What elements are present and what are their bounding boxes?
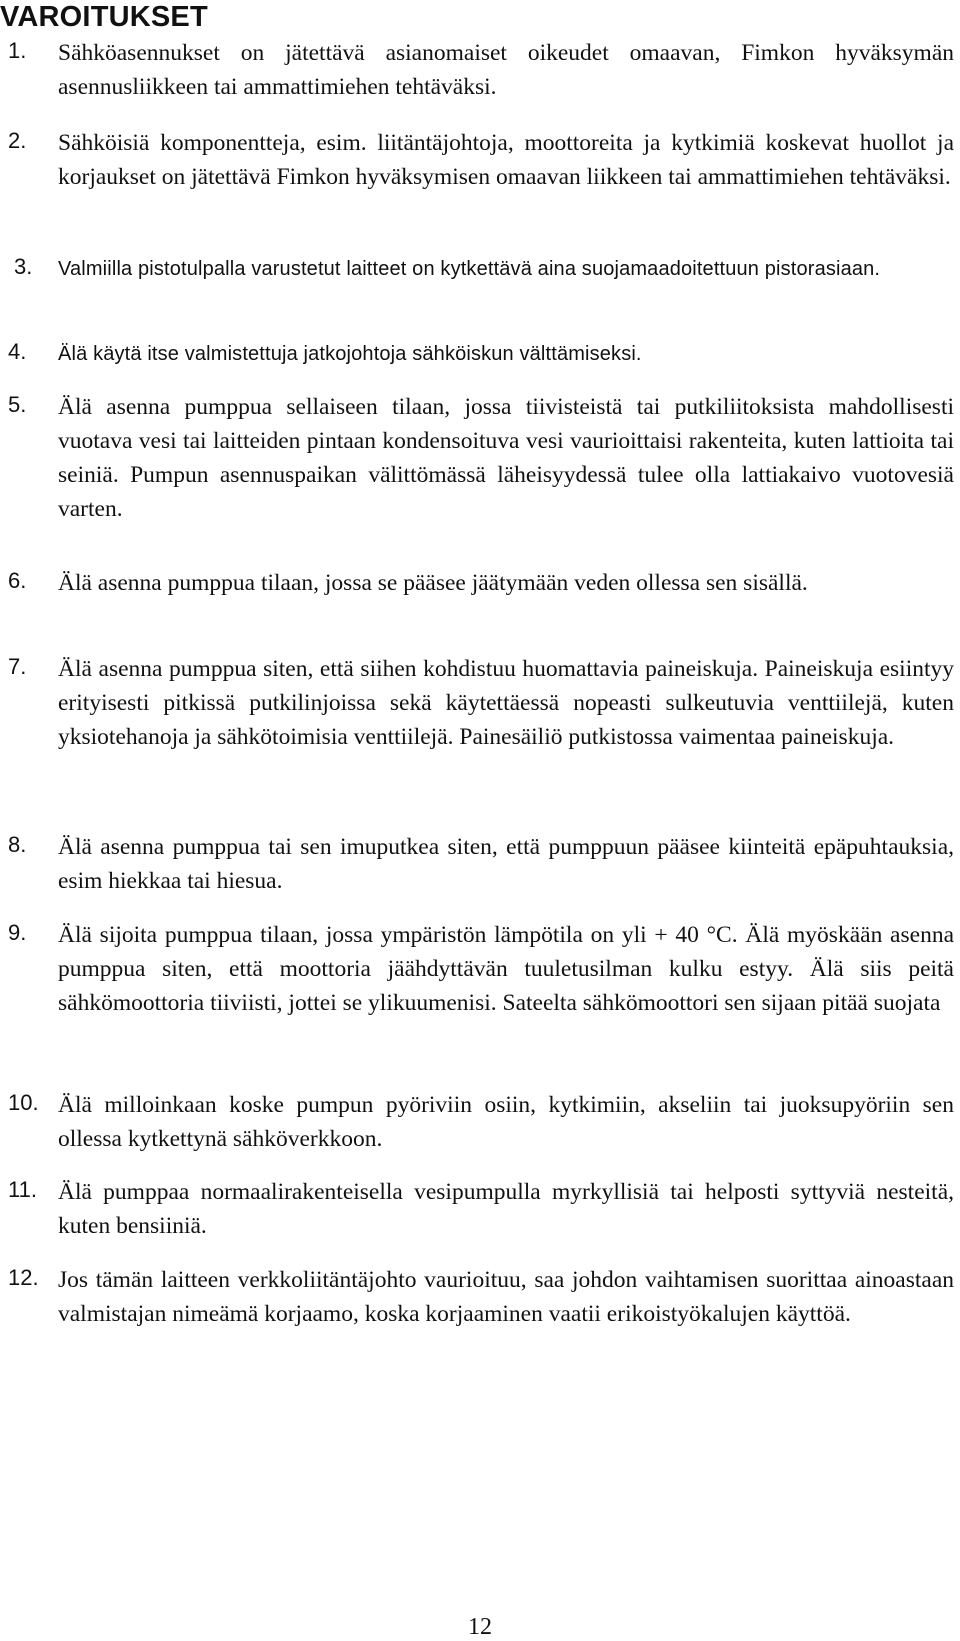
item-number: 10.	[8, 1090, 39, 1115]
item-text: Sähköisiä komponentteja, esim. liitäntäjohtoja, moottoreita ja kytkimiä koskevat huollot ja korjaukset on jätettävä Fimkon hyväksymisen omaavan liikkeen tai ammattimiehen tehtäväksi.	[58, 130, 954, 190]
item-text: Älä pumppaa normaalirakenteisella vesipumpulla myrkyllisiä tai helposti syttyviä nesteitä, kuten bensiiniä.	[58, 1179, 954, 1239]
item-number: 3.	[14, 254, 33, 279]
item-text: Älä asenna pumppua tilaan, jossa se pääsee jäätymään veden ollessa sen sisällä.	[58, 570, 808, 596]
item-number: 1.	[8, 38, 27, 63]
item-text: Valmiilla pistotulpalla varustetut laitteet on kytkettävä aina suojamaadoitettuun pistorasiaan.	[58, 258, 881, 280]
item-text: Jos tämän laitteen verkkoliitäntäjohto vaurioituu, saa johdon vaihtamisen suorittaa ainoastaan valmistajan nimeämä korjaamo, koska korjaaminen vaatii erikoistyökalujen käyttöä.	[58, 1267, 954, 1327]
item-text: Älä milloinkaan koske pumpun pyöriviin osiin, kytkimiin, akseliin tai juoksupyöriin sen ollessa kytkettynä sähköverkkoon.	[58, 1092, 954, 1152]
item-text: Sähköasennukset on jätettävä asianomaiset oikeudet omaavan, Fimkon hyväksymän asennusliikkeen tai ammattimiehen tehtäväksi.	[58, 40, 954, 100]
item-number: 9.	[8, 920, 27, 945]
item-text: Älä asenna pumppua siten, että siihen kohdistuu huomattavia paineiskuja. Paineiskuja esiintyy erityisesti pitkissä putkilinjoissa sekä käytettäessä nopeasti sulkeutuvia venttiilejä, kuten yksiotehanoja ja sähkötoimisia venttiilejä. Painesäiliö putkistossa vaimentaa paineiskuja.	[58, 656, 954, 750]
item-number: 4.	[8, 339, 27, 364]
item-number: 12.	[8, 1265, 39, 1290]
item-number: 2.	[8, 128, 27, 153]
item-text: Älä käytä itse valmistettuja jatkojohtoja sähköiskun välttämiseksi.	[58, 343, 642, 365]
item-text: Älä asenna pumppua tai sen imuputkea siten, että pumppuun pääsee kiinteitä epäpuhtauksia, esim hiekkaa tai hiesua.	[58, 834, 954, 894]
item-number: 11.	[8, 1177, 37, 1202]
item-number: 5.	[8, 392, 27, 417]
item-number: 8.	[8, 832, 27, 857]
page-number: 12	[468, 1614, 492, 1640]
item-number: 6.	[8, 568, 27, 593]
item-number: 7.	[8, 654, 27, 679]
item-text: Älä sijoita pumppua tilaan, jossa ympäristön lämpötila on yli + 40 °C. Älä myöskään asenna pumppua siten, että moottoria jäähdyttävän tuuletusilman kulku estyy. Älä siis peitä sähkömoottoria tiiviisti, jottei se ylikuumenisi. Sateelta sähkömoottori sen sijaan pitää suojata	[58, 922, 954, 1016]
page-title: VAROITUKSET	[0, 1, 208, 33]
item-text: Älä asenna pumppua sellaiseen tilaan, jossa tiivisteistä tai putkiliitoksista mahdollisesti vuotava vesi tai laitteiden pintaan kondensoituva vesi vaurioittaisi rakenteita, kuten lattioita tai seiniä. Pumpun asennuspaikan välittömässä läheisyydessä tulee olla lattiakaivo vuotovesiä varten.	[58, 394, 954, 522]
